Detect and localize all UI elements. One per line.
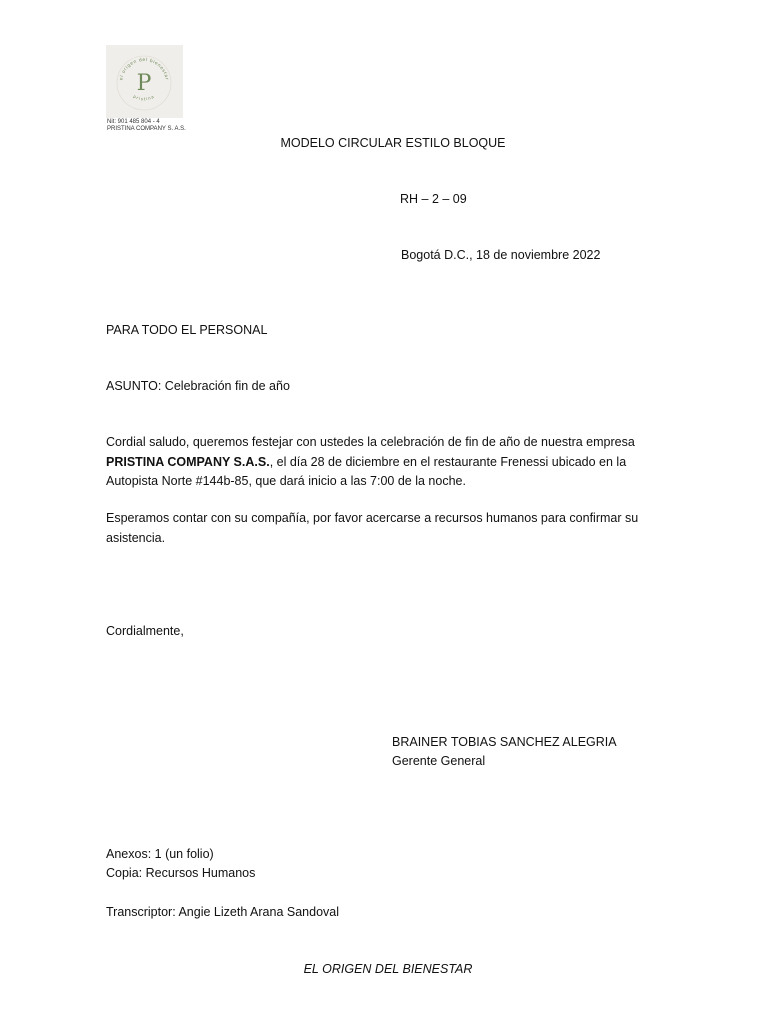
- subject: ASUNTO: Celebración fin de año: [106, 379, 290, 393]
- transcriptor: Transcriptor: Angie Lizeth Arana Sandoval: [106, 905, 340, 919]
- company-name: PRISTINA COMPANY S. A.S.: [107, 126, 186, 132]
- copy-to: Copia: Recursos Humanos: [106, 866, 256, 880]
- logo-ring-bottom-text: pristina: [132, 93, 156, 102]
- body-company-name: PRISTINA COMPANY S.A.S.: [106, 454, 270, 469]
- reference-code: RH – 2 – 09: [400, 192, 467, 206]
- footer-slogan: EL ORIGEN DEL BIENESTAR: [303, 962, 473, 976]
- body-text-start: Cordial saludo, queremos festejar con ustedes la celebración de fin de año de nuestra empresa: [106, 435, 635, 449]
- logo-emblem: [106, 45, 183, 118]
- signatory-role: Gerente General: [392, 754, 486, 768]
- signatory-name: BRAINER TOBIAS SANCHEZ ALEGRIA: [392, 735, 617, 749]
- recipient: PARA TODO EL PERSONAL: [106, 323, 268, 337]
- logo-ring-top-text: el origen del bienestar: [119, 57, 169, 81]
- company-id-block: [107, 119, 186, 133]
- annexes: Anexos: 1 (un folio): [106, 847, 214, 861]
- body-paragraph-1: [106, 433, 666, 492]
- body-paragraph-2: Esperamos contar con su compañía, por favor acercarse a recursos humanos para confirmar su asistencia.: [106, 511, 639, 545]
- closing: Cordialmente,: [106, 624, 184, 638]
- date-line: Bogotá D.C., 18 de noviembre 2022: [401, 248, 601, 262]
- body-text-end: , el día 28 de diciembre en el restaurante Frenessi ubicado en la Autopista Norte #144b-85, que dará inicio a las 7:00 de la noche.: [106, 454, 627, 488]
- logo-letter: P: [136, 71, 152, 96]
- document-title: MODELO CIRCULAR ESTILO BLOQUE: [280, 136, 506, 150]
- company-logo: [106, 45, 183, 118]
- company-nit: Nit: 901 485 804 - 4: [107, 119, 160, 125]
